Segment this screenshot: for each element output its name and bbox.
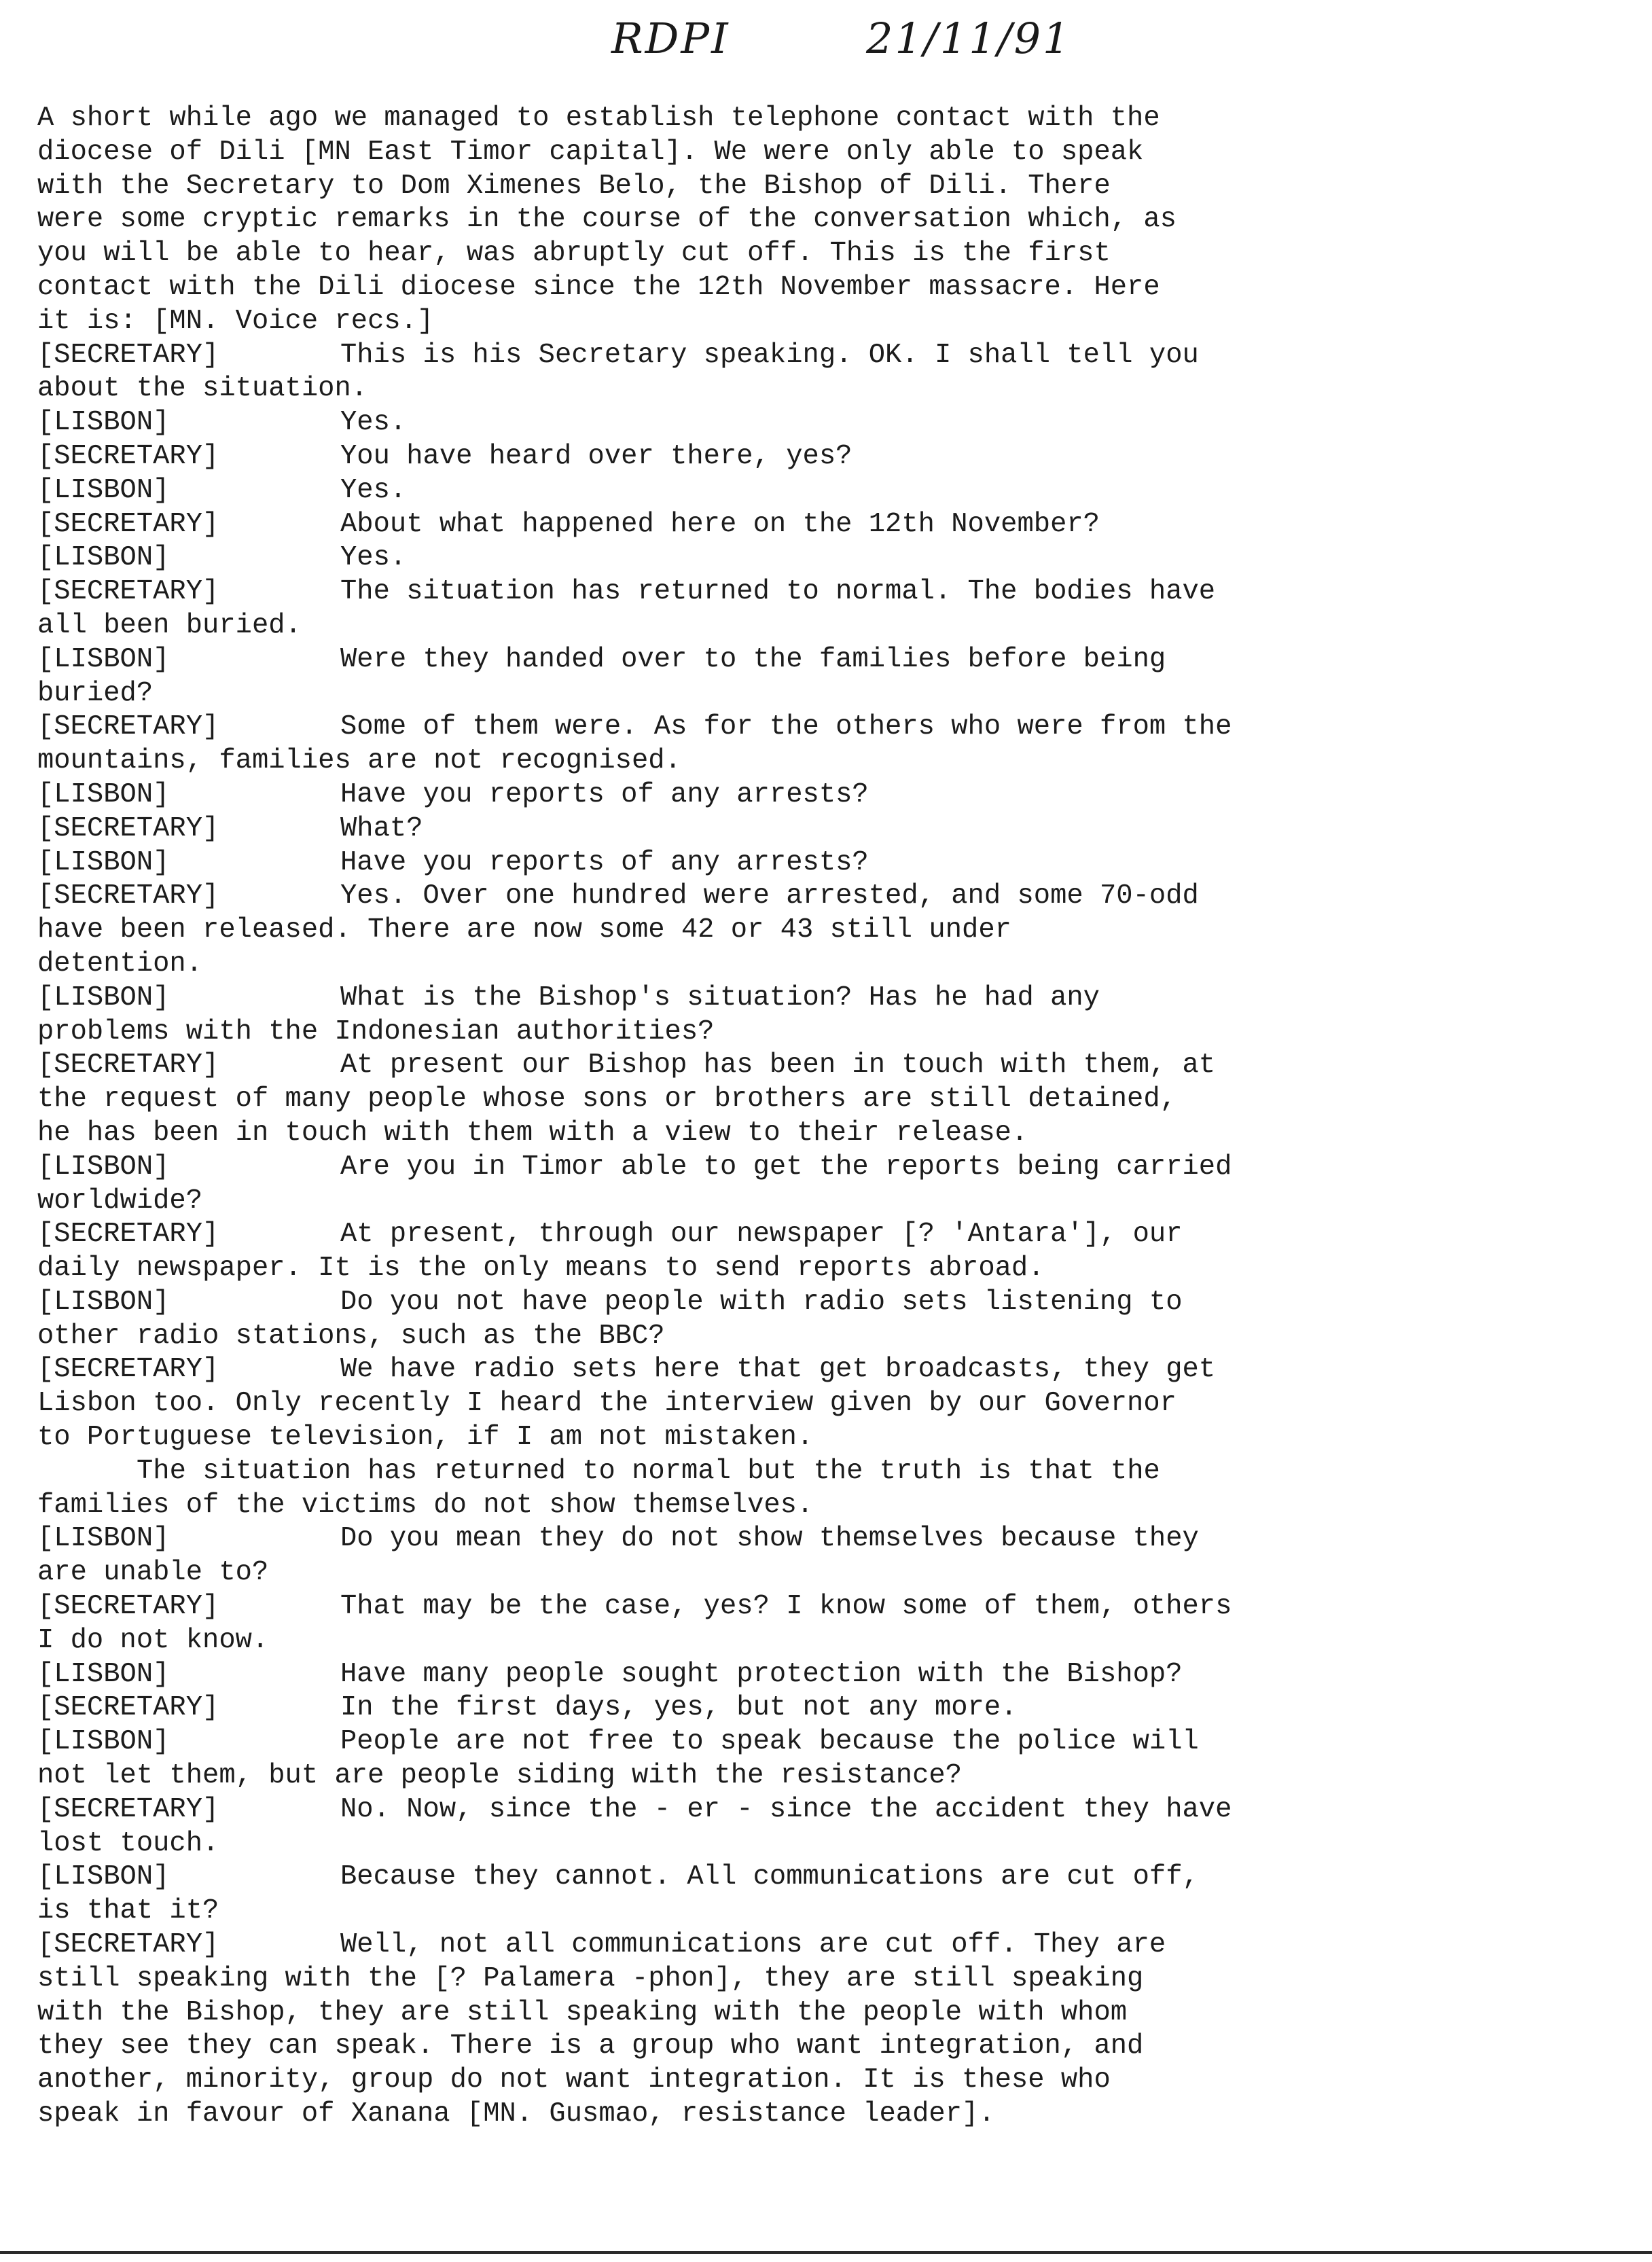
transcript-line xyxy=(37,1016,1627,1049)
dialogue-line xyxy=(37,575,1627,609)
dialogue-line xyxy=(37,1793,1627,1827)
dialogue-line xyxy=(37,1725,1627,1759)
line-text: The situation has returned to normal but the truth is that the xyxy=(137,1455,1160,1487)
line-text: with the Secretary to Dom Ximenes Belo, the Bishop of Dili. There xyxy=(37,170,1111,202)
speaker-label: [LISBON] xyxy=(37,643,170,675)
line-text: the request of many people whose sons or brothers are still detained, xyxy=(37,1083,1177,1115)
line-text: have been released. There are now some 42 or 43 still under xyxy=(37,914,1011,946)
line-text: You have heard over there, yes? xyxy=(340,440,852,472)
dialogue-line xyxy=(37,1218,1627,1252)
speaker-label: [SECRETARY] xyxy=(37,880,219,912)
speaker-label: [SECRETARY] xyxy=(37,1929,219,1961)
line-text: problems with the Indonesian authorities? xyxy=(37,1016,715,1047)
transcript-line xyxy=(37,914,1627,948)
speaker-label: [SECRETARY] xyxy=(37,508,219,540)
dialogue-line xyxy=(37,339,1627,373)
handwritten-source-annotation: RDPI xyxy=(611,14,730,63)
line-text: all been buried. xyxy=(37,609,302,641)
transcript-line xyxy=(37,1895,1627,1928)
line-text: What is the Bishop's situation? Has he had any xyxy=(340,982,1100,1013)
line-text: Are you in Timor able to get the reports being carried xyxy=(340,1151,1232,1183)
dialogue-line xyxy=(37,812,1627,846)
line-text: were some cryptic remarks in the course of the conversation which, as xyxy=(37,204,1177,236)
dialogue-line xyxy=(37,1049,1627,1083)
transcript-line xyxy=(37,102,1627,136)
speaker-label: [LISBON] xyxy=(37,1658,170,1690)
dialogue-line xyxy=(37,643,1627,677)
line-text: you will be able to hear, was abruptly cut off. This is the first xyxy=(37,238,1111,270)
line-text: are unable to? xyxy=(37,1557,269,1589)
transcript-line xyxy=(37,1083,1627,1117)
line-text: daily newspaper. It is the only means to send reports abroad. xyxy=(37,1253,1045,1285)
dialogue-line xyxy=(37,1590,1627,1624)
line-text: other radio stations, such as the BBC? xyxy=(37,1320,665,1352)
dialogue-line xyxy=(37,508,1627,542)
line-text: diocese of Dili [MN East Timor capital]. We were only able to speak xyxy=(37,136,1144,168)
line-text: detention. xyxy=(37,948,203,980)
transcript-line xyxy=(37,203,1627,237)
transcript-line xyxy=(37,136,1627,170)
line-text: I do not know. xyxy=(37,1624,269,1656)
line-text: Have you reports of any arrests? xyxy=(340,778,869,810)
line-text: with the Bishop, they are still speaking with the people with whom xyxy=(37,1996,1128,2028)
dialogue-line xyxy=(37,1353,1627,1387)
line-text: At present, through our newspaper [? 'Antara'], our xyxy=(340,1219,1183,1251)
line-text: Yes. xyxy=(340,474,407,506)
line-text: Lisbon too. Only recently I heard the interview given by our Governor xyxy=(37,1388,1177,1420)
transcript-line xyxy=(37,1117,1627,1151)
transcript-line xyxy=(37,609,1627,643)
transcript-line xyxy=(37,1421,1627,1455)
dialogue-line xyxy=(37,1691,1627,1725)
transcript-line xyxy=(37,2098,1627,2132)
transcript-line xyxy=(37,1827,1627,1861)
speaker-label: [LISBON] xyxy=(37,846,170,878)
line-text: In the first days, yes, but not any more. xyxy=(340,1692,1018,1724)
speaker-label: [SECRETARY] xyxy=(37,1692,219,1724)
dialogue-line xyxy=(37,406,1627,440)
transcript-line xyxy=(37,305,1627,339)
dialogue-line xyxy=(37,1286,1627,1320)
line-text: buried? xyxy=(37,677,154,709)
transcript-line xyxy=(37,1320,1627,1354)
line-text: lost touch. xyxy=(37,1827,219,1859)
line-text: they see they can speak. There is a group who want integration, and xyxy=(37,2030,1144,2062)
line-text: Some of them were. As for the others who were from the xyxy=(340,711,1232,743)
transcript-line xyxy=(37,1624,1627,1658)
speaker-label: [SECRETARY] xyxy=(37,812,219,844)
line-text: This is his Secretary speaking. OK. I shall tell you xyxy=(340,339,1199,371)
line-text: No. Now, since the - er - since the accident they have xyxy=(340,1793,1232,1825)
speaker-label: [SECRETARY] xyxy=(37,576,219,608)
transcript-line xyxy=(37,1996,1627,2030)
line-text: We have radio sets here that get broadcasts, they get xyxy=(340,1354,1216,1386)
transcript-line xyxy=(37,677,1627,711)
line-text: Have many people sought protection with the Bishop? xyxy=(340,1658,1183,1690)
speaker-label: [SECRETARY] xyxy=(37,1049,219,1081)
line-text: At present our Bishop has been in touch with them, at xyxy=(340,1049,1216,1081)
transcript-line xyxy=(37,2064,1627,2098)
transcript-line xyxy=(37,948,1627,982)
line-text: People are not free to speak because the police will xyxy=(340,1726,1199,1758)
speaker-label: [SECRETARY] xyxy=(37,1219,219,1251)
dialogue-line xyxy=(37,1522,1627,1556)
transcript-line xyxy=(37,1387,1627,1421)
line-text: not let them, but are people siding with the resistance? xyxy=(37,1760,963,1792)
transcript-line xyxy=(37,170,1627,204)
line-text: mountains, families are not recognised. xyxy=(37,745,681,777)
speaker-label: [LISBON] xyxy=(37,1523,170,1555)
speaker-label: [SECRETARY] xyxy=(37,440,219,472)
speaker-label: [SECRETARY] xyxy=(37,1591,219,1623)
line-text: Yes. xyxy=(340,407,407,439)
dialogue-line xyxy=(37,880,1627,914)
speaker-label: [LISBON] xyxy=(37,778,170,810)
transcript-line xyxy=(37,372,1627,406)
transcript-line xyxy=(37,1455,1627,1489)
transcript-line xyxy=(37,1962,1627,1996)
transcript-body xyxy=(37,102,1627,2132)
transcript-line xyxy=(37,1489,1627,1523)
dialogue-line xyxy=(37,474,1627,508)
line-text: about the situation. xyxy=(37,373,368,405)
line-text: What? xyxy=(340,812,423,844)
line-text: Do you not have people with radio sets listening to xyxy=(340,1286,1183,1318)
line-text: A short while ago we managed to establish telephone contact with the xyxy=(37,103,1160,134)
line-text: That may be the case, yes? I know some of them, others xyxy=(340,1591,1232,1623)
dialogue-line xyxy=(37,1151,1627,1185)
line-text: still speaking with the [? Palamera -phon], they are still speaking xyxy=(37,1962,1144,1994)
speaker-label: [LISBON] xyxy=(37,407,170,439)
line-text: Were they handed over to the families before being xyxy=(340,643,1166,675)
bottom-rule xyxy=(0,2251,1652,2254)
line-text: Well, not all communications are cut off. They are xyxy=(340,1929,1166,1961)
transcript-line xyxy=(37,1185,1627,1219)
line-text: he has been in touch with them with a view to their release. xyxy=(37,1117,1028,1149)
dialogue-line xyxy=(37,541,1627,575)
dialogue-line xyxy=(37,982,1627,1016)
speaker-label: [LISBON] xyxy=(37,1726,170,1758)
speaker-label: [SECRETARY] xyxy=(37,1354,219,1386)
speaker-label: [LISBON] xyxy=(37,1861,170,1893)
dialogue-line xyxy=(37,1928,1627,1962)
line-text: Yes. xyxy=(340,542,407,574)
line-text: Have you reports of any arrests? xyxy=(340,846,869,878)
line-text: The situation has returned to normal. The bodies have xyxy=(340,576,1216,608)
speaker-label: [LISBON] xyxy=(37,982,170,1013)
transcript-line xyxy=(37,2030,1627,2064)
speaker-label: [SECRETARY] xyxy=(37,711,219,743)
handwritten-date-annotation: 21/11/91 xyxy=(866,14,1072,63)
line-text: to Portuguese television, if I am not mistaken. xyxy=(37,1422,814,1454)
line-text: families of the victims do not show themselves. xyxy=(37,1489,814,1521)
line-text: it is: [MN. Voice recs.] xyxy=(37,305,434,337)
dialogue-line xyxy=(37,711,1627,744)
dialogue-line xyxy=(37,440,1627,474)
line-text: is that it? xyxy=(37,1895,219,1927)
transcript-line xyxy=(37,744,1627,778)
speaker-label: [LISBON] xyxy=(37,1151,170,1183)
dialogue-line xyxy=(37,1861,1627,1895)
line-text: Because they cannot. All communications are cut off, xyxy=(340,1861,1199,1893)
transcript-line xyxy=(37,1556,1627,1590)
dialogue-line xyxy=(37,778,1627,812)
transcript-line xyxy=(37,1252,1627,1286)
line-text: Do you mean they do not show themselves because they xyxy=(340,1523,1199,1555)
speaker-label: [SECRETARY] xyxy=(37,1793,219,1825)
transcript-line xyxy=(37,271,1627,305)
transcript-line xyxy=(37,237,1627,271)
speaker-label: [SECRETARY] xyxy=(37,339,219,371)
speaker-label: [LISBON] xyxy=(37,1286,170,1318)
line-text: contact with the Dili diocese since the 12th November massacre. Here xyxy=(37,271,1160,303)
line-text: another, minority, group do not want integration. It is these who xyxy=(37,2064,1111,2096)
dialogue-line xyxy=(37,846,1627,880)
speaker-label: [LISBON] xyxy=(37,474,170,506)
line-text: worldwide? xyxy=(37,1185,203,1217)
line-text: speak in favour of Xanana [MN. Gusmao, resistance leader]. xyxy=(37,2098,995,2130)
line-text: About what happened here on the 12th November? xyxy=(340,508,1100,540)
speaker-label: [LISBON] xyxy=(37,542,170,574)
dialogue-line xyxy=(37,1658,1627,1692)
transcript-line xyxy=(37,1759,1627,1793)
line-text: Yes. Over one hundred were arrested, and some 70-odd xyxy=(340,880,1199,912)
